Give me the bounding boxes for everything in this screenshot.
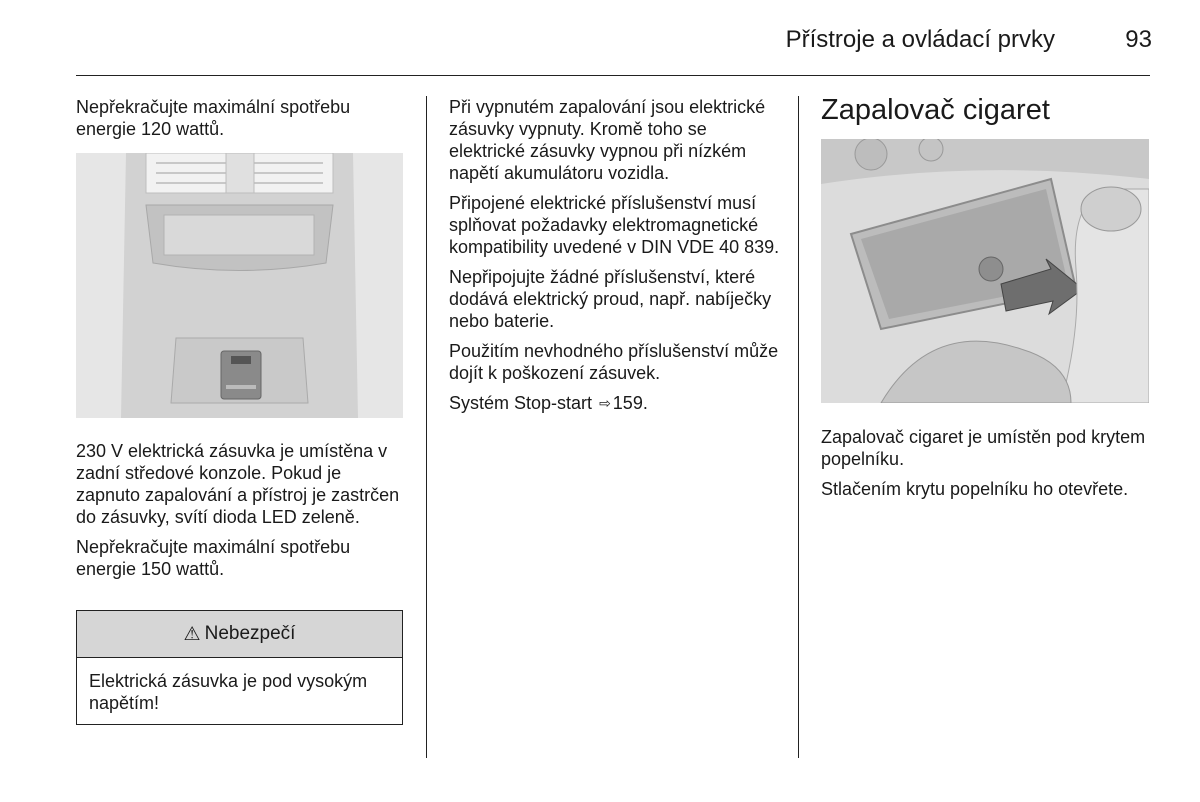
warning-title: Nebezpečí — [204, 623, 296, 644]
header-rule — [76, 75, 1150, 76]
paragraph: Připojené elektrické příslušenství musí splňovat požadavky elektromagnetické kompatibility uvedené v DIN VDE 40 839. — [449, 193, 780, 257]
danger-warning-box — [76, 610, 403, 725]
warning-text: Elektrická zásuvka je pod vysokým napětím! — [89, 671, 368, 713]
rear-console-socket-illustration — [76, 153, 403, 418]
cigarette-lighter-illustration — [821, 139, 1149, 403]
column-1 — [76, 96, 403, 148]
page-number: 93 — [1125, 26, 1152, 53]
paragraph: Nepřekračujte maximální spotřebu energie 120 wattů. — [76, 97, 351, 139]
column-2 — [449, 96, 784, 422]
warning-triangle-icon: ⚠ — [183, 623, 201, 645]
xref-text: Systém Stop-start — [449, 393, 593, 413]
column-1-lower — [76, 440, 406, 588]
warning-header — [77, 611, 402, 658]
xref-page: 159 — [612, 393, 643, 413]
paragraph: Nepřekračujte maximální spotřebu energie 150 wattů. — [76, 537, 351, 579]
arrow-reference-icon: ⇨ — [599, 395, 611, 411]
paragraph: Nepřipojujte žádné příslušenství, které dodává elektrický proud, např. nabíječky nebo baterie. — [449, 267, 772, 331]
paragraph: Stlačením krytu popelníku ho otevřete. — [821, 479, 1129, 499]
paragraph: Použitím nevhodného příslušenství může dojít k poškození zásuvek. — [449, 341, 779, 383]
paragraph: Zapalovač cigaret je umístěn pod krytem popelníku. — [821, 427, 1146, 469]
column-3-text — [821, 426, 1151, 508]
cross-reference[interactable]: Systém Stop-start ⇨ 159. — [449, 393, 648, 413]
paragraph: Při vypnutém zapalování jsou elektrické zásuvky vypnuty. Kromě toho se elektrické zásuvky vypnou při nízkém napětí akumulátoru vozidla. — [449, 97, 766, 183]
column-divider-1 — [426, 96, 427, 758]
column-divider-2 — [798, 96, 799, 758]
section-heading: Zapalovač cigaret — [821, 94, 1050, 126]
page-header-title: Přístroje a ovládací prvky — [785, 26, 1055, 53]
paragraph: 230 V elektrická zásuvka je umístěna v zadní středové konzole. Pokud je zapnuto zapalování a přístroj je zastrčen do zásuvky, svítí dioda LED zeleně. — [76, 441, 400, 527]
